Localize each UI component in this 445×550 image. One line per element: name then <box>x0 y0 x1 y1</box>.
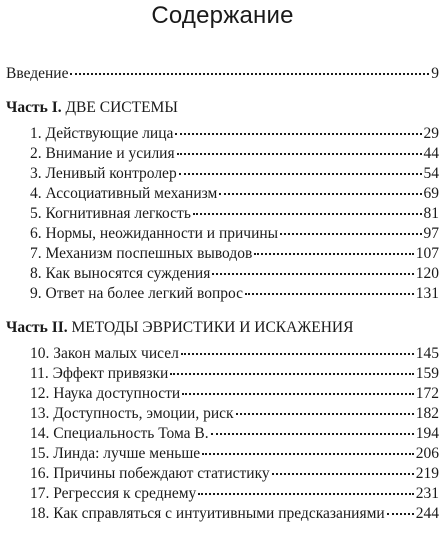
dot-leader <box>193 212 422 215</box>
dot-leader <box>387 512 414 515</box>
dot-leader <box>219 192 421 195</box>
toc-entry-chapter[interactable] <box>6 264 439 284</box>
toc-entry-chapter[interactable] <box>6 224 439 244</box>
entry-label: 16. Причины побеждают статистику <box>30 465 270 482</box>
dot-leader <box>280 232 421 235</box>
dot-leader <box>236 412 414 415</box>
entry-label: 11. Эффект привязки <box>30 365 169 382</box>
entry-page: 244 <box>415 505 439 522</box>
entry-page: 145 <box>415 345 439 362</box>
entry-label: 2. Внимание и усилия <box>30 145 175 162</box>
dot-leader <box>179 172 422 175</box>
toc-entry-chapter[interactable] <box>6 404 439 424</box>
dot-leader <box>272 472 414 475</box>
table-of-contents <box>6 64 439 524</box>
part-name: МЕТОДЫ ЭВРИСТИКИ И ИСКАЖЕНИЯ <box>71 319 354 336</box>
toc-entry-chapter[interactable] <box>6 184 439 204</box>
dot-leader <box>254 252 413 255</box>
toc-entry-intro[interactable] <box>6 64 439 84</box>
part-heading-2[interactable] <box>6 318 439 338</box>
toc-entry-chapter[interactable] <box>6 364 439 384</box>
toc-entry-chapter[interactable] <box>6 424 439 444</box>
toc-entry-chapter[interactable] <box>6 204 439 224</box>
dot-leader <box>170 372 413 375</box>
entry-page: 120 <box>415 265 439 282</box>
toc-entry-chapter[interactable] <box>6 384 439 404</box>
entry-label: 15. Линда: лучше меньше <box>30 445 201 462</box>
entry-page: 54 <box>423 165 439 182</box>
entry-label: 1. Действующие лица <box>30 125 174 142</box>
entry-page: 172 <box>415 385 439 402</box>
entry-label: 5. Когнитивная легкость <box>30 205 191 222</box>
entry-page: 44 <box>423 145 439 162</box>
part-name: ДВЕ СИСТЕМЫ <box>65 99 178 116</box>
entry-page: 231 <box>415 485 439 502</box>
entry-label: 9. Ответ на более легкий вопрос <box>30 285 244 302</box>
toc-entry-chapter[interactable] <box>6 124 439 144</box>
entry-label: 7. Механизм поспешных выводов <box>30 245 253 262</box>
entry-label: 3. Ленивый контролер <box>30 165 177 182</box>
toc-entry-chapter[interactable] <box>6 464 439 484</box>
toc-entry-chapter[interactable] <box>6 504 439 524</box>
entry-label: Введение <box>6 65 69 82</box>
dot-leader <box>198 492 413 495</box>
toc-entry-chapter[interactable] <box>6 284 439 304</box>
toc-entry-chapter[interactable] <box>6 244 439 264</box>
dot-leader <box>245 292 414 295</box>
dot-leader <box>212 272 413 275</box>
entry-label: 18. Как справляться с интуитивными предсказаниями <box>30 505 385 522</box>
dot-leader <box>177 152 422 155</box>
entry-page: 194 <box>415 425 439 442</box>
dot-leader <box>70 72 429 75</box>
entry-label: 13. Доступность, эмоции, риск <box>30 405 234 422</box>
entry-label: 14. Специальность Тома В. <box>30 425 209 442</box>
toc-entry-chapter[interactable] <box>6 484 439 504</box>
entry-label: 17. Регрессия к среднему <box>30 485 197 502</box>
entry-label: 8. Как выносятся суждения <box>30 265 211 282</box>
dot-leader <box>211 432 414 435</box>
part-heading-1[interactable] <box>6 98 439 118</box>
entry-page: 219 <box>415 465 439 482</box>
dot-leader <box>181 352 414 355</box>
entry-page: 107 <box>415 245 439 262</box>
page-title: Содержание <box>151 2 294 29</box>
entry-page: 206 <box>415 445 439 462</box>
toc-entry-chapter[interactable] <box>6 144 439 164</box>
toc-entry-chapter[interactable] <box>6 444 439 464</box>
dot-leader <box>182 392 414 395</box>
entry-page: 9 <box>431 65 439 82</box>
part-number: Часть II. <box>6 319 68 336</box>
toc-entry-chapter[interactable] <box>6 344 439 364</box>
entry-page: 29 <box>423 125 439 142</box>
entry-page: 97 <box>423 225 439 242</box>
entry-page: 131 <box>415 285 439 302</box>
toc-entry-chapter[interactable] <box>6 164 439 184</box>
dot-leader <box>202 452 414 455</box>
entry-page: 81 <box>423 205 439 222</box>
part-number: Часть I. <box>6 99 62 116</box>
entry-label: 12. Наука доступности <box>30 385 181 402</box>
dot-leader <box>175 132 421 135</box>
entry-page: 182 <box>415 405 439 422</box>
entry-label: 6. Нормы, неожиданности и причины <box>30 225 279 242</box>
entry-page: 159 <box>415 365 439 382</box>
entry-label: 10. Закон малых чисел <box>30 345 179 362</box>
entry-label: 4. Ассоциативный механизм <box>30 185 218 202</box>
entry-page: 69 <box>423 185 439 202</box>
